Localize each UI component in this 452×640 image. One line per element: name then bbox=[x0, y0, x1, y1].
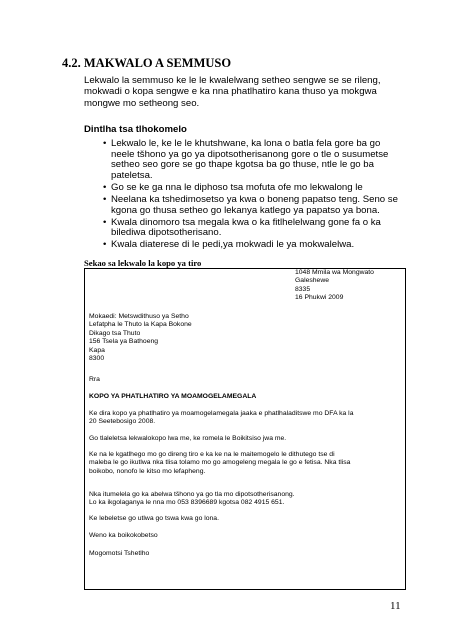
list-item bbox=[103, 139, 403, 181]
list-item bbox=[103, 240, 403, 251]
list-item bbox=[103, 183, 403, 194]
address-line: 1048 Mmila wa Mongwato bbox=[295, 269, 374, 276]
letter-paragraph bbox=[89, 491, 401, 508]
sample-letter-box bbox=[84, 268, 406, 590]
address-line: Dikago tsa Thuto bbox=[89, 329, 141, 337]
list-item bbox=[103, 218, 403, 239]
address-line: 8335 bbox=[295, 285, 311, 293]
address-line: Galeshewe bbox=[295, 277, 330, 285]
page-number: 11 bbox=[390, 600, 401, 612]
bullet-icon: • bbox=[103, 239, 107, 251]
letter-paragraph bbox=[89, 410, 401, 427]
letter-closing bbox=[89, 532, 401, 540]
sender-address bbox=[295, 269, 374, 303]
paragraph-line: boikobo, nonofo le kitso mo lefapheng. bbox=[89, 467, 206, 475]
list-item-text: Kwala diaterese di le pedi,ya mokwadi le ya mokwalelwa. bbox=[111, 239, 355, 251]
paragraph-line: Ke dira kopo ya phatlhatiro ya moamogelamegala jaaka e phatlhaladitswe mo DFA ka la bbox=[89, 410, 354, 417]
letter-date: 16 Phukwi 2009 bbox=[295, 294, 344, 302]
letter-signature-name bbox=[89, 550, 401, 558]
address-line: 156 Tsela ya Bathoeng bbox=[89, 338, 159, 346]
paragraph-line: maleba le go ikutlwa nka tlisa tolamo mo go amogeleng megala le go e fetisa. Nka tlisa bbox=[89, 459, 351, 467]
address-line: Lefatpha le Thuto la Kapa Bokone bbox=[89, 321, 192, 329]
address-line: 8300 bbox=[89, 355, 105, 363]
guidelines-list bbox=[103, 139, 403, 252]
paragraph-line: Mogomotsi Tshetlho bbox=[89, 550, 150, 557]
paragraph-line: Ke lebeletse go utlwa go tswa kwa go lona. bbox=[89, 515, 219, 522]
list-item bbox=[103, 195, 403, 216]
bullet-icon: • bbox=[103, 216, 107, 228]
recipient-address bbox=[89, 313, 192, 363]
letter-paragraph bbox=[89, 435, 401, 443]
list-item-text: Go se ke ga nna le diphoso tsa mofuta ofe mo lekwalong le bbox=[111, 181, 363, 193]
bullet-icon: • bbox=[103, 193, 107, 205]
guidelines-heading: Dintlha tsa tlhokomelo bbox=[84, 124, 187, 135]
paragraph-line: Go tlaleletsa lekwalokopo lwa me, ke romela le Boikitsiso jwa me. bbox=[89, 435, 287, 442]
letter-paragraph bbox=[89, 451, 401, 476]
list-item-text: Neelana ka tshedimosetso ya kwa o boneng papatso teng. Seno se kgona go thusa setheo go lekanya katlego ya papatso ya bona. bbox=[111, 193, 398, 216]
letter-subject: KOPO YA PHATLHATIRO YA MOAMOGELAMEGALA bbox=[89, 393, 257, 400]
address-line: Kapa bbox=[89, 346, 105, 354]
section-heading: 4.2. MAKWALO A SEMMUSO bbox=[62, 56, 232, 70]
paragraph-line: 20 Seetebosigo 2008. bbox=[89, 418, 156, 426]
address-line: Mokaedi: Metswdithuso ya Setho bbox=[89, 313, 189, 320]
intro-paragraph: Lekwalo la semmuso ke le le kwalelwang setheo sengwe se se rileng, mokwadi o kopa sengwe e ka nna phatlhatiro kana thuso ya mokgwa mongwe mo setheong seo. bbox=[84, 75, 381, 109]
paragraph-line: Ke na le kgatlhego mo go direng tiro e ka ke na le maitemogelo le dithutego tse di bbox=[89, 451, 335, 458]
salutation: Rra bbox=[89, 376, 100, 383]
letter-paragraph bbox=[89, 515, 401, 523]
paragraph-line: Lo ka ikgolaganya le nna mo 053 8396689 kgotsa 082 4915 651. bbox=[89, 499, 285, 507]
paragraph-line: Nka itumelela go ka abelwa tšhono ya go tla mo dipotsotherisanong. bbox=[89, 491, 295, 498]
list-item-text: Kwala dinomoro tsa megala kwa o ka fitlhelelwang gone fa o ka bilediwa dipotsotherisano. bbox=[111, 216, 381, 239]
paragraph-line: Weno ka boikokobetso bbox=[89, 532, 158, 539]
bullet-icon: • bbox=[103, 181, 107, 193]
bullet-icon: • bbox=[103, 138, 107, 149]
sample-letter-title: Sekao sa lekwalo la kopo ya tiro bbox=[84, 258, 202, 268]
list-item-text: Lekwalo le, ke le le khutshwane, ka lona o batla fela gore ba go neele tšhono ya go ya dipotsotherisanong gore o tle o susumetse setheo seo gore se go thape kgotsa ba go thuse, ntle le go ba pateletsa. bbox=[111, 138, 389, 181]
